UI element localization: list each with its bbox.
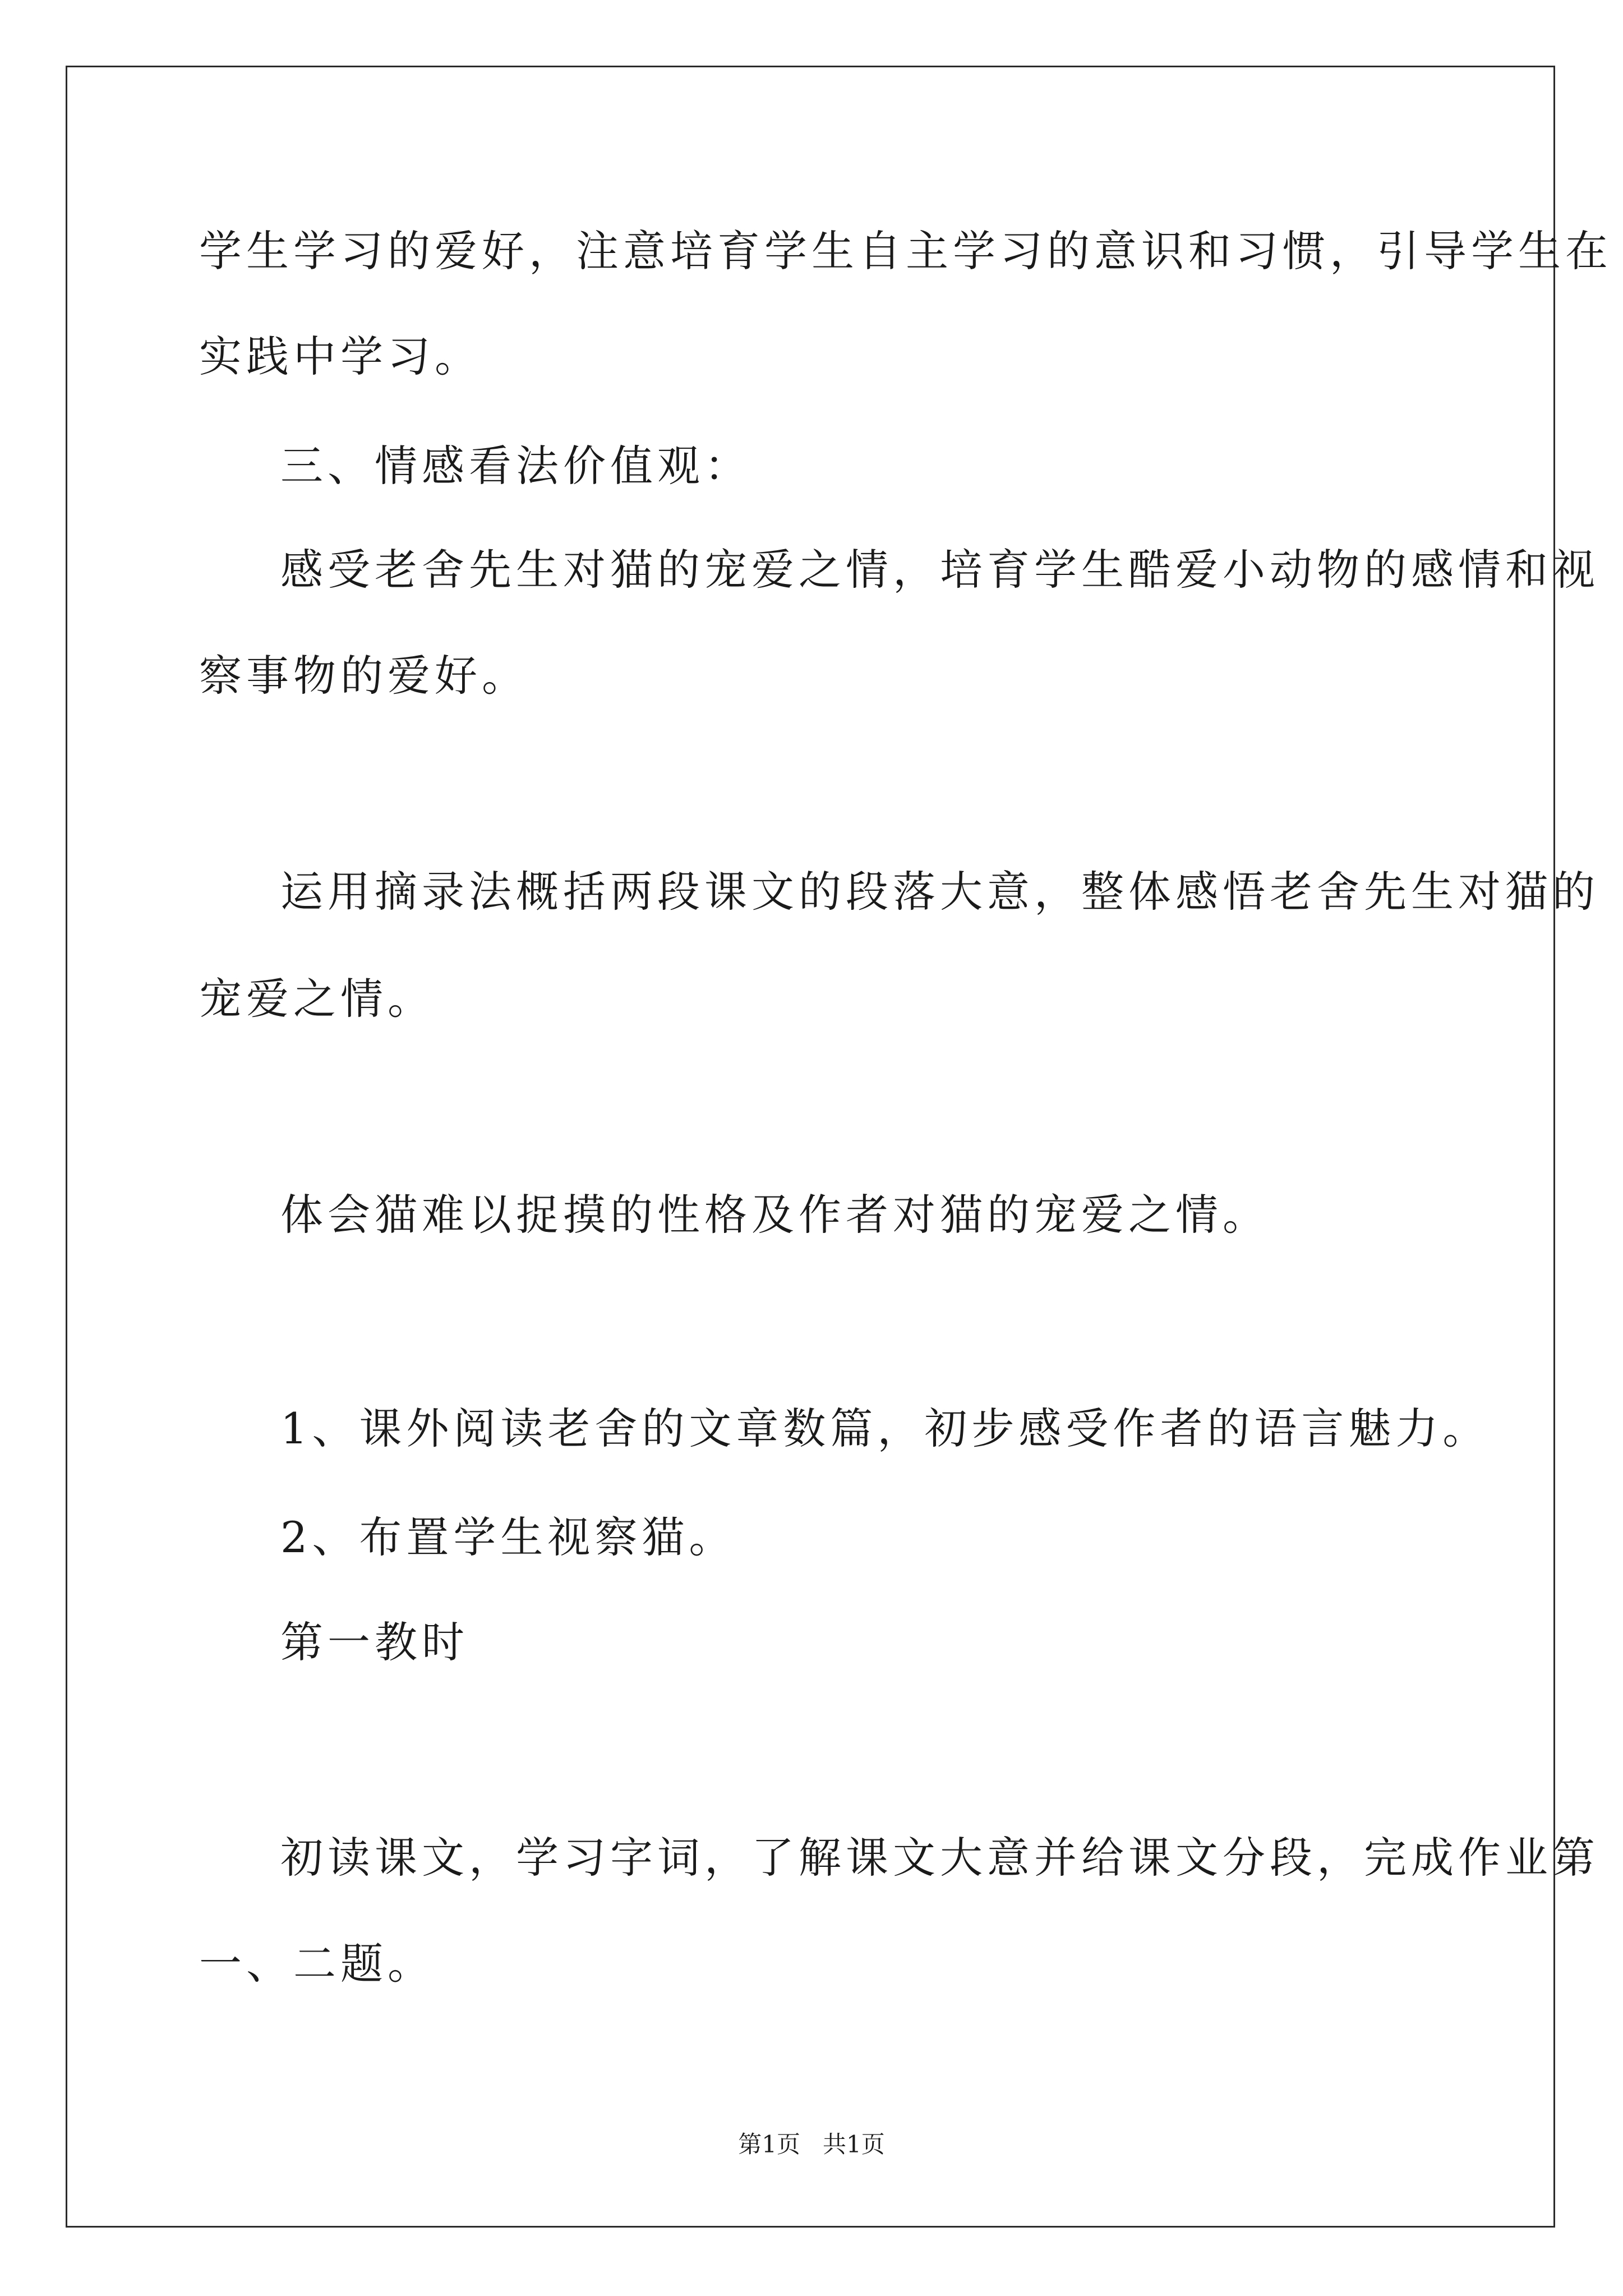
body-text-line: 宠爱之情。 [199, 974, 435, 1024]
page-border [66, 66, 1555, 2228]
page-number: 第1页 [738, 2131, 800, 2158]
body-text-line: 体会猫难以捉摸的性格及作者对猫的宠爱之情。 [280, 1190, 1270, 1240]
page-footer [0, 2133, 1623, 2156]
body-text-line: 察事物的爱好。 [199, 651, 529, 701]
page-total: 共1页 [823, 2131, 885, 2158]
body-text-line: 一、二题。 [199, 1939, 435, 1989]
list-item: 2、布置学生视察猫。 [280, 1512, 736, 1562]
body-text-line: 学生学习的爱好，注意培育学生自主学习的意识和习惯，引导学生在 [199, 226, 1612, 276]
body-text-line: 实践中学习。 [199, 332, 482, 381]
section-heading: 三、情感看法价值观： [280, 441, 751, 491]
body-text-line: 运用摘录法概括两段课文的段落大意，整体感悟老舍先生对猫的 [280, 867, 1599, 917]
body-text-line: 感受老舍先生对猫的宠爱之情，培育学生酷爱小动物的感情和视 [280, 545, 1599, 595]
section-heading: 第一教时 [280, 1617, 469, 1667]
list-item: 1、课外阅读老舍的文章数篇，初步感受作者的语言魅力。 [280, 1404, 1490, 1453]
body-text-line: 初读课文，学习字词，了解课文大意并给课文分段，完成作业第 [280, 1833, 1599, 1883]
